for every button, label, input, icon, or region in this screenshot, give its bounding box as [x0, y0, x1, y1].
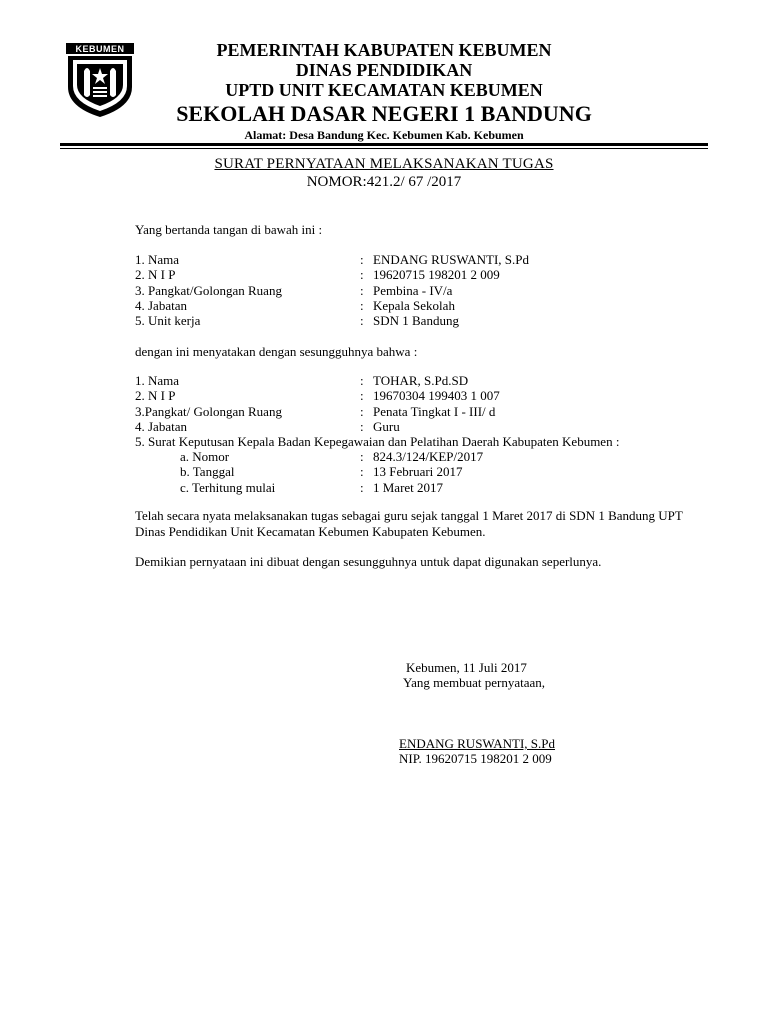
header-rule-thick [60, 143, 708, 146]
signer-row [135, 267, 735, 282]
teacher-row [135, 373, 735, 388]
field-value: Guru [373, 419, 400, 434]
field-label: 1. Nama [135, 373, 180, 388]
field-value: 19670304 199403 1 007 [373, 388, 500, 403]
field-value: 19620715 198201 2 009 [373, 267, 500, 282]
field-label: 2. N I P [135, 388, 176, 403]
signer-row [135, 252, 735, 267]
colon: : [360, 464, 364, 479]
colon: : [360, 298, 364, 313]
letter-number: NOMOR:421.2/ 67 /2017 [306, 174, 462, 190]
closing-paragraph: Demikian pernyataan ini dibuat dengan sesungguhnya untuk dapat digunakan seperlunya. [135, 554, 602, 569]
field-value: 824.3/124/KEP/2017 [373, 449, 484, 464]
teacher-row [135, 404, 735, 419]
decree-heading-row [135, 434, 735, 449]
svg-text:KEBUMEN: KEBUMEN [75, 44, 125, 54]
field-label: 1. Nama [135, 252, 180, 267]
decree-row [135, 449, 735, 464]
colon: : [360, 313, 364, 328]
header-rule-thin [60, 148, 708, 149]
signer-nip: NIP. 19620715 198201 2 009 [399, 751, 552, 766]
field-label: 3.Pangkat/ Golongan Ruang [135, 404, 282, 419]
field-label: 5. Unit kerja [135, 313, 201, 328]
letter-title: SURAT PERNYATAAN MELAKSANAKAN TUGAS [214, 156, 554, 172]
field-label: b. Tanggal [180, 464, 235, 479]
declare-text: dengan ini menyatakan dengan sesungguhnya bahwa : [135, 344, 418, 359]
kebumen-regency-emblem [60, 41, 140, 119]
colon: : [360, 267, 364, 282]
letterhead-line-uptd: UPTD UNIT KECAMATAN KEBUMEN [225, 80, 543, 100]
letterhead [150, 40, 618, 143]
colon: : [360, 388, 364, 403]
field-label: 4. Jabatan [135, 419, 187, 434]
field-value: TOHAR, S.Pd.SD [373, 373, 469, 388]
statement-paragraph: Telah secara nyata melaksanakan tugas sebagai guru sejak tanggal 1 Maret 2017 di SDN 1 Bandung UPT Dinas Pendidikan Unit Kecamatan Kebumen Kabupaten Kebumen. [135, 508, 683, 539]
field-label: 3. Pangkat/Golongan Ruang [135, 283, 282, 298]
signer-name: ENDANG RUSWANTI, S.Pd [399, 736, 556, 751]
letterhead-line-school: SEKOLAH DASAR NEGERI 1 BANDUNG [176, 101, 592, 126]
intro-text: Yang bertanda tangan di bawah ini : [135, 222, 323, 237]
decree-row [135, 480, 735, 495]
field-value: Penata Tingkat I - III/ d [373, 404, 496, 419]
field-label: a. Nomor [180, 449, 230, 464]
field-value: ENDANG RUSWANTI, S.Pd [373, 252, 530, 267]
field-value: 13 Februari 2017 [373, 464, 463, 479]
colon: : [360, 373, 364, 388]
field-value: Pembina - IV/a [373, 283, 453, 298]
signer-role: Yang membuat pernyataan, [403, 675, 546, 690]
colon: : [360, 283, 364, 298]
signer-row [135, 283, 735, 298]
colon: : [360, 252, 364, 267]
place-date: Kebumen, 11 Juli 2017 [406, 660, 527, 675]
teacher-row [135, 419, 735, 434]
letterhead-line-office: DINAS PENDIDIKAN [295, 60, 473, 80]
decree-row [135, 464, 735, 479]
teacher-row [135, 388, 735, 403]
field-value: SDN 1 Bandung [373, 313, 459, 328]
decree-label: 5. Surat Keputusan Kepala Badan Kepegawaian dan Pelatihan Daerah Kabupaten Kebumen : [135, 434, 620, 449]
field-label: 4. Jabatan [135, 298, 187, 313]
colon: : [360, 404, 364, 419]
letterhead-address: Alamat: Desa Bandung Kec. Kebumen Kab. Kebumen [244, 128, 524, 142]
colon: : [360, 449, 364, 464]
field-value: 1 Maret 2017 [373, 480, 444, 495]
signer-row [135, 298, 735, 313]
colon: : [360, 419, 364, 434]
field-label: c. Terhitung mulai [180, 480, 276, 495]
field-value: Kepala Sekolah [373, 298, 455, 313]
field-label: 2. N I P [135, 267, 176, 282]
colon: : [360, 480, 364, 495]
letterhead-line-government: PEMERINTAH KABUPATEN KEBUMEN [216, 40, 552, 60]
signer-row [135, 313, 735, 328]
